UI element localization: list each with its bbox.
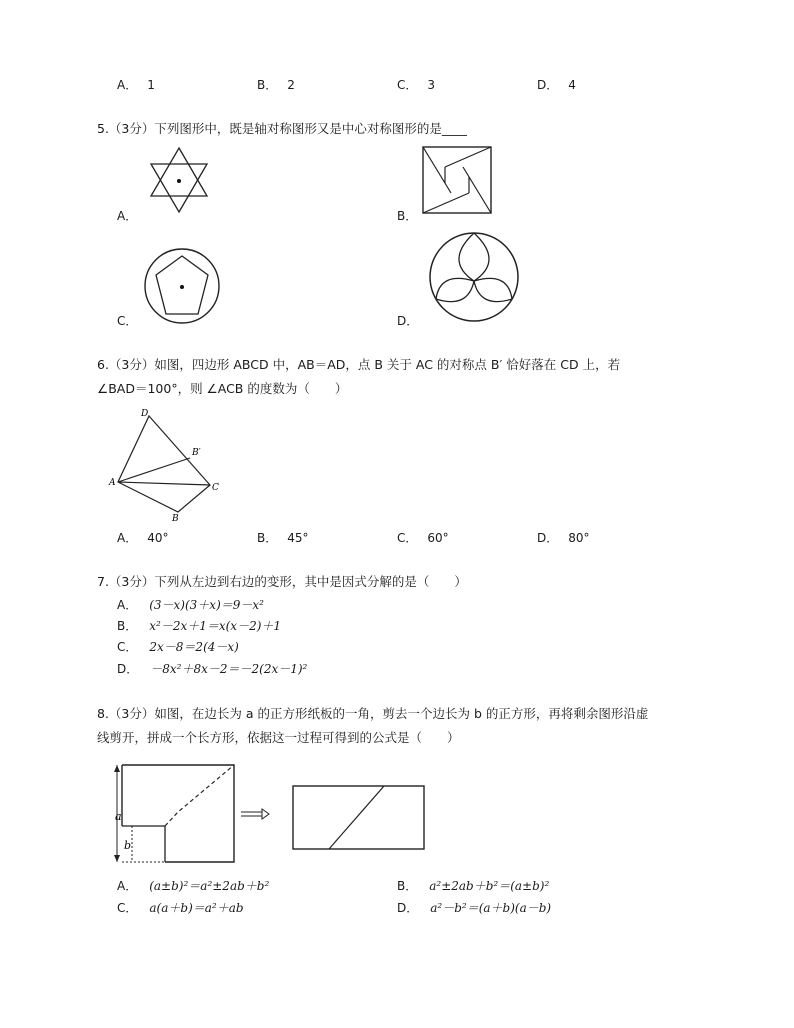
q5-option-a: A． xyxy=(117,209,138,223)
q7-option-b: B． x²－2x＋1＝x(x－2)＋1 xyxy=(117,619,282,633)
q8-label-b: b xyxy=(124,839,132,852)
q8-stem-line2: 线剪开，拼成一个长方形，依据这一过程可得到的公式是（ ） xyxy=(97,730,460,745)
q8-option-b: B． a²±2ab＋b²＝(a±b)² xyxy=(397,879,550,893)
q5-option-c: C． xyxy=(117,314,138,328)
q4-option-b: B． 2 xyxy=(257,78,295,92)
q7-option-c: C． 2x－8＝2(4－x) xyxy=(117,640,239,654)
q8-label-a: a xyxy=(115,810,122,823)
q6-quadrilateral-figure xyxy=(108,405,228,525)
q8-rectangle-figure xyxy=(292,785,426,851)
q4-option-d: D． 4 xyxy=(537,78,576,92)
q5-three-petal-circle-figure xyxy=(428,231,520,323)
q7-option-a: A． (3－x)(3＋x)＝9－x² xyxy=(117,598,264,612)
q5-pinwheel-square-figure xyxy=(421,145,493,215)
q6-label-d: D xyxy=(141,409,149,419)
q4-option-c: C． 3 xyxy=(397,78,436,92)
q7-stem: 7.（3分）下列从左边到右边的变形，其中是因式分解的是（ ） xyxy=(97,574,467,589)
q6-stem-line2: ∠BAD＝100°，则 ∠ACB 的度数为（ ） xyxy=(97,381,348,396)
q6-label-a: A xyxy=(109,478,116,488)
q4-option-a: A． 1 xyxy=(117,78,155,92)
q6-stem-line1: 6.（3分）如图，四边形 ABCD 中，AB＝AD，点 B 关于 AC 的对称点 B′ 恰好落在 CD 上，若 xyxy=(97,357,621,372)
q5-option-b: B． xyxy=(397,209,418,223)
q5-hexagram-figure xyxy=(146,145,212,215)
q8-option-c: C． a(a＋b)＝a²＋ab xyxy=(117,901,244,915)
q8-stem-line1: 8.（3分）如图，在边长为 a 的正方形纸板的一角，剪去一个边长为 b 的正方形，再将剩余图形沿虚 xyxy=(97,706,649,721)
q6-label-b-prime: B′ xyxy=(192,448,201,458)
q6-option-a: A． 40° xyxy=(117,531,169,545)
q6-option-d: D． 80° xyxy=(537,531,590,545)
q5-stem: 5.（3分）下列图形中，既是轴对称图形又是中心对称图形的是____ xyxy=(97,121,467,136)
q6-option-b: B． 45° xyxy=(257,531,309,545)
q7-option-d: D． －8x²＋8x－2＝－2(2x－1)² xyxy=(117,662,308,676)
arrow-right-icon xyxy=(240,808,270,820)
q8-option-a: A． (a±b)²＝a²±2ab＋b² xyxy=(117,879,270,893)
q8-square-cut-figure xyxy=(110,762,240,866)
q5-option-d: D． xyxy=(397,314,419,328)
q6-label-c: C xyxy=(212,483,219,493)
q8-option-d: D． a²－b²＝(a＋b)(a－b) xyxy=(397,901,552,915)
q6-label-b: B xyxy=(172,514,179,524)
q5-pentagon-circle-figure xyxy=(142,246,222,326)
q6-option-c: C． 60° xyxy=(397,531,449,545)
